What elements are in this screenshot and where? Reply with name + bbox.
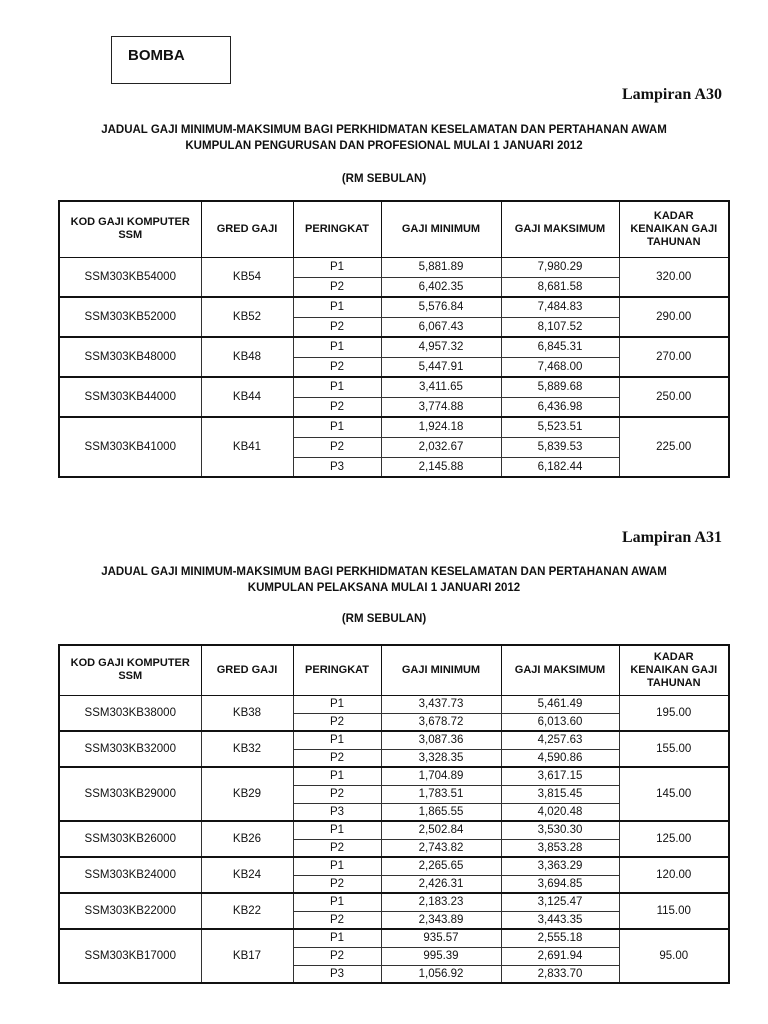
salary-code-cell: SSM303KB54000 [59, 257, 201, 297]
min-salary-cell: 3,411.65 [381, 377, 501, 397]
annual-increment-cell: 270.00 [619, 337, 729, 377]
max-salary-cell: 8,107.52 [501, 317, 619, 337]
table-title-a30 [0, 122, 768, 154]
min-salary-cell: 1,865.55 [381, 803, 501, 821]
min-salary-cell: 1,704.89 [381, 767, 501, 785]
level-cell: P1 [293, 857, 381, 875]
table-row [59, 731, 729, 749]
max-salary-cell: 7,468.00 [501, 357, 619, 377]
min-salary-cell: 3,437.73 [381, 695, 501, 713]
table-row [59, 695, 729, 713]
annual-increment-cell: 195.00 [619, 695, 729, 731]
annual-increment-cell: 125.00 [619, 821, 729, 857]
title-line-2: KUMPULAN PENGURUSAN DAN PROFESIONAL MULAI 1 JANUARI 2012 [185, 140, 583, 152]
grade-cell: KB29 [201, 767, 293, 821]
max-salary-cell: 6,013.60 [501, 713, 619, 731]
annual-increment-cell: 290.00 [619, 297, 729, 337]
header-kadar-kenaikan: KADAR KENAIKAN GAJI TAHUNAN [619, 645, 729, 695]
table-row [59, 257, 729, 277]
salary-code-cell: SSM303KB29000 [59, 767, 201, 821]
level-cell: P1 [293, 337, 381, 357]
title-line-2: KUMPULAN PELAKSANA MULAI 1 JANUARI 2012 [247, 582, 521, 594]
max-salary-cell: 3,815.45 [501, 785, 619, 803]
max-salary-cell: 4,590.86 [501, 749, 619, 767]
table-title-a31 [0, 564, 768, 596]
min-salary-cell: 4,957.32 [381, 337, 501, 357]
appendix-label-a30: Lampiran A30 [621, 86, 722, 103]
min-salary-cell: 3,678.72 [381, 713, 501, 731]
max-salary-cell: 3,853.28 [501, 839, 619, 857]
max-salary-cell: 3,694.85 [501, 875, 619, 893]
level-cell: P1 [293, 417, 381, 437]
level-cell: P2 [293, 785, 381, 803]
header-gaji-maksimum: GAJI MAKSIMUM [501, 645, 619, 695]
level-cell: P1 [293, 893, 381, 911]
level-cell: P1 [293, 767, 381, 785]
level-cell: P1 [293, 377, 381, 397]
level-cell: P1 [293, 695, 381, 713]
max-salary-cell: 3,530.30 [501, 821, 619, 839]
salary-code-cell: SSM303KB44000 [59, 377, 201, 417]
annual-increment-cell: 145.00 [619, 767, 729, 821]
header-gaji-maksimum: GAJI MAKSIMUM [501, 201, 619, 257]
level-cell: P2 [293, 875, 381, 893]
min-salary-cell: 1,056.92 [381, 965, 501, 983]
min-salary-cell: 2,145.88 [381, 457, 501, 477]
header-kod-gaji: KOD GAJI KOMPUTER SSM [59, 645, 201, 695]
annual-increment-cell: 115.00 [619, 893, 729, 929]
level-cell: P2 [293, 317, 381, 337]
table-row [59, 821, 729, 839]
title-line-1: JADUAL GAJI MINIMUM-MAKSIMUM BAGI PERKHIDMATAN KESELAMATAN DAN PERTAHANAN AWAM [101, 566, 667, 578]
table-row [59, 767, 729, 785]
salary-code-cell: SSM303KB17000 [59, 929, 201, 983]
max-salary-cell: 8,681.58 [501, 277, 619, 297]
max-salary-cell: 5,839.53 [501, 437, 619, 457]
level-cell: P1 [293, 731, 381, 749]
table-row [59, 893, 729, 911]
header-row [59, 645, 729, 695]
level-cell: P2 [293, 713, 381, 731]
max-salary-cell: 4,020.48 [501, 803, 619, 821]
min-salary-cell: 935.57 [381, 929, 501, 947]
header-peringkat: PERINGKAT [293, 645, 381, 695]
min-salary-cell: 5,447.91 [381, 357, 501, 377]
max-salary-cell: 2,833.70 [501, 965, 619, 983]
min-salary-cell: 2,183.23 [381, 893, 501, 911]
grade-cell: KB54 [201, 257, 293, 297]
grade-cell: KB22 [201, 893, 293, 929]
max-salary-cell: 6,845.31 [501, 337, 619, 357]
grade-cell: KB26 [201, 821, 293, 857]
max-salary-cell: 6,182.44 [501, 457, 619, 477]
unit-label-a31: (RM SEBULAN) [341, 613, 427, 625]
header-gaji-minimum: GAJI MINIMUM [381, 645, 501, 695]
level-cell: P3 [293, 965, 381, 983]
level-cell: P2 [293, 277, 381, 297]
min-salary-cell: 2,426.31 [381, 875, 501, 893]
header-kadar-kenaikan: KADAR KENAIKAN GAJI TAHUNAN [619, 201, 729, 257]
max-salary-cell: 3,125.47 [501, 893, 619, 911]
annual-increment-cell: 225.00 [619, 417, 729, 477]
table-row [59, 857, 729, 875]
max-salary-cell: 5,461.49 [501, 695, 619, 713]
max-salary-cell: 3,443.35 [501, 911, 619, 929]
grade-cell: KB41 [201, 417, 293, 477]
grade-cell: KB38 [201, 695, 293, 731]
header-peringkat: PERINGKAT [293, 201, 381, 257]
max-salary-cell: 2,555.18 [501, 929, 619, 947]
grade-cell: KB17 [201, 929, 293, 983]
max-salary-cell: 6,436.98 [501, 397, 619, 417]
header-gred-gaji: GRED GAJI [201, 645, 293, 695]
table-row [59, 417, 729, 437]
header-gred-gaji: GRED GAJI [201, 201, 293, 257]
grade-cell: KB32 [201, 731, 293, 767]
min-salary-cell: 2,343.89 [381, 911, 501, 929]
annual-increment-cell: 155.00 [619, 731, 729, 767]
level-cell: P1 [293, 821, 381, 839]
annual-increment-cell: 120.00 [619, 857, 729, 893]
level-cell: P2 [293, 357, 381, 377]
min-salary-cell: 1,924.18 [381, 417, 501, 437]
max-salary-cell: 7,980.29 [501, 257, 619, 277]
appendix-label-a31: Lampiran A31 [621, 529, 722, 546]
min-salary-cell: 1,783.51 [381, 785, 501, 803]
max-salary-cell: 3,363.29 [501, 857, 619, 875]
max-salary-cell: 2,691.94 [501, 947, 619, 965]
salary-code-cell: SSM303KB26000 [59, 821, 201, 857]
min-salary-cell: 2,502.84 [381, 821, 501, 839]
unit-label-a30: (RM SEBULAN) [341, 173, 427, 185]
min-salary-cell: 3,328.35 [381, 749, 501, 767]
salary-code-cell: SSM303KB38000 [59, 695, 201, 731]
salary-code-cell: SSM303KB32000 [59, 731, 201, 767]
min-salary-cell: 2,265.65 [381, 857, 501, 875]
max-salary-cell: 5,889.68 [501, 377, 619, 397]
salary-code-cell: SSM303KB52000 [59, 297, 201, 337]
min-salary-cell: 5,881.89 [381, 257, 501, 277]
level-cell: P2 [293, 749, 381, 767]
table-row [59, 297, 729, 317]
min-salary-cell: 6,402.35 [381, 277, 501, 297]
level-cell: P3 [293, 803, 381, 821]
grade-cell: KB52 [201, 297, 293, 337]
level-cell: P3 [293, 457, 381, 477]
grade-cell: KB24 [201, 857, 293, 893]
level-cell: P2 [293, 437, 381, 457]
table-row [59, 337, 729, 357]
department-badge: BOMBA [111, 36, 231, 84]
title-line-1: JADUAL GAJI MINIMUM-MAKSIMUM BAGI PERKHIDMATAN KESELAMATAN DAN PERTAHANAN AWAM [101, 124, 667, 136]
salary-code-cell: SSM303KB22000 [59, 893, 201, 929]
header-row [59, 201, 729, 257]
max-salary-cell: 5,523.51 [501, 417, 619, 437]
level-cell: P1 [293, 929, 381, 947]
table-row [59, 377, 729, 397]
max-salary-cell: 7,484.83 [501, 297, 619, 317]
annual-increment-cell: 320.00 [619, 257, 729, 297]
annual-increment-cell: 250.00 [619, 377, 729, 417]
level-cell: P1 [293, 257, 381, 277]
level-cell: P2 [293, 911, 381, 929]
header-gaji-minimum: GAJI MINIMUM [381, 201, 501, 257]
salary-code-cell: SSM303KB41000 [59, 417, 201, 477]
salary-code-cell: SSM303KB24000 [59, 857, 201, 893]
grade-cell: KB48 [201, 337, 293, 377]
min-salary-cell: 995.39 [381, 947, 501, 965]
annual-increment-cell: 95.00 [619, 929, 729, 983]
min-salary-cell: 5,576.84 [381, 297, 501, 317]
salary-table-a30 [58, 200, 730, 478]
min-salary-cell: 3,087.36 [381, 731, 501, 749]
level-cell: P2 [293, 947, 381, 965]
header-kod-gaji: KOD GAJI KOMPUTER SSM [59, 201, 201, 257]
min-salary-cell: 6,067.43 [381, 317, 501, 337]
salary-table-a31 [58, 644, 730, 984]
table-row [59, 929, 729, 947]
level-cell: P2 [293, 839, 381, 857]
min-salary-cell: 2,743.82 [381, 839, 501, 857]
max-salary-cell: 4,257.63 [501, 731, 619, 749]
min-salary-cell: 3,774.88 [381, 397, 501, 417]
min-salary-cell: 2,032.67 [381, 437, 501, 457]
salary-code-cell: SSM303KB48000 [59, 337, 201, 377]
max-salary-cell: 3,617.15 [501, 767, 619, 785]
level-cell: P2 [293, 397, 381, 417]
grade-cell: KB44 [201, 377, 293, 417]
level-cell: P1 [293, 297, 381, 317]
